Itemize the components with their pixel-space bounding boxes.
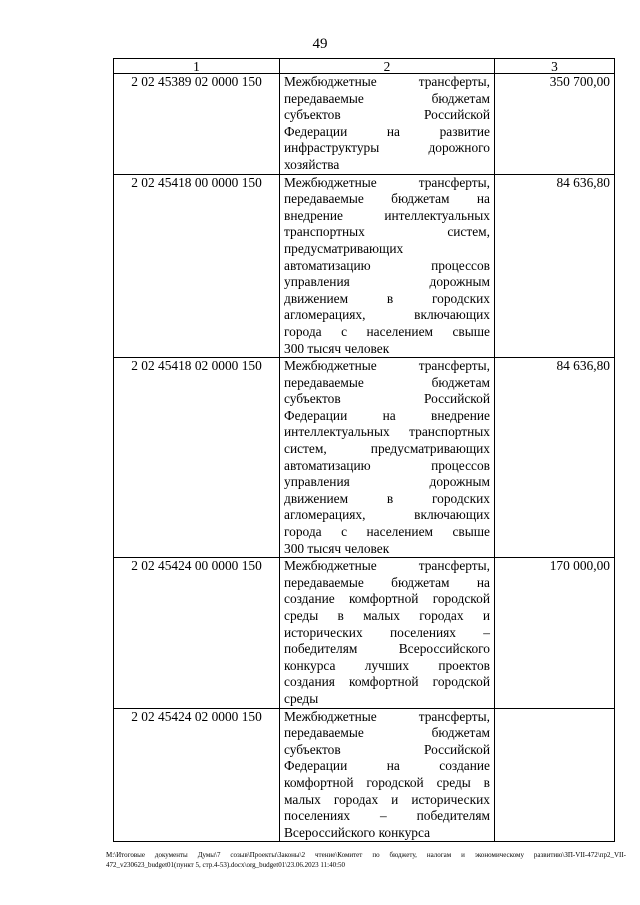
description-line: транспортных систем,: [284, 224, 490, 240]
description-cell: [280, 558, 495, 708]
description-line: Межбюджетные трансферты,: [284, 74, 490, 89]
table-row: [114, 358, 615, 558]
description-line: хозяйства: [284, 156, 340, 172]
description-line: управления дорожным: [284, 274, 490, 290]
description-cell: [280, 174, 495, 358]
description-line: передаваемые бюджетам на: [284, 191, 490, 207]
description-line: Межбюджетные трансферты,: [284, 708, 490, 724]
table-row: [114, 558, 615, 708]
description-line: Федерации на внедрение: [284, 407, 490, 423]
budget-code-cell: 2 02 45424 02 0000 150: [114, 708, 280, 842]
description-cell: [280, 358, 495, 558]
description-line: передаваемые бюджетам: [284, 374, 490, 390]
description-line: передаваемые бюджетам на: [284, 574, 490, 590]
budget-code-cell: 2 02 45418 02 0000 150: [114, 358, 280, 558]
description-line: 300 тысяч человек: [284, 540, 390, 556]
description-line: исторических поселениях –: [284, 624, 490, 640]
column-header-amount: 3: [495, 59, 615, 74]
description-line: движением в городских: [284, 290, 490, 306]
amount-cell: 170 000,00: [495, 558, 615, 708]
description-line: автоматизацию процессов: [284, 457, 490, 473]
description-line: создание комфортной городской: [284, 591, 490, 607]
budget-table: [113, 58, 615, 842]
description-line: победителям Всероссийского: [284, 641, 490, 657]
description-line: автоматизацию процессов: [284, 257, 490, 273]
description-line: управления дорожным: [284, 474, 490, 490]
description-line: Федерации на создание: [284, 758, 490, 774]
description-line: передаваемые бюджетам: [284, 90, 490, 106]
amount-cell: 84 636,80: [495, 174, 615, 358]
footer-file-path: M:\Итоговые документы Думы\7 созыв\Проекты\Законы\2 чтение\Комитет по бюджету, налогам и экономическому развитию\ЗП-VII-472\пр2_VII-472_v230623_budget01(пункт 5, стр.4-53).docx\org_budget01\23.06.2023 11:40:50: [106, 851, 626, 869]
table-row: [114, 708, 615, 842]
table-row: [114, 74, 615, 175]
description-line: комфортной городской среды в: [284, 774, 490, 790]
description-line: Всероссийского конкурса: [284, 824, 431, 840]
table-header: [114, 59, 615, 74]
description-line: инфраструктуры дорожного: [284, 140, 490, 156]
page-number: 49: [312, 36, 328, 52]
description-line: субъектов Российской: [284, 107, 490, 123]
description-line: конкурса лучших проектов: [284, 657, 490, 673]
description-line: малых городах и исторических: [284, 791, 490, 807]
description-line: субъектов Российской: [284, 391, 490, 407]
description-cell: [280, 708, 495, 842]
description-line: поселениях – победителям: [284, 808, 490, 824]
description-line: создания комфортной городской: [284, 674, 490, 690]
description-line: предусматривающих: [284, 240, 404, 256]
description-line: агломерациях, включающих: [284, 507, 490, 523]
description-line: города с населением свыше: [284, 323, 490, 339]
description-line: среды: [284, 690, 319, 706]
amount-cell: 350 700,00: [495, 74, 615, 175]
description-line: Межбюджетные трансферты,: [284, 558, 490, 574]
amount-cell: [495, 708, 615, 842]
description-line: агломерациях, включающих: [284, 307, 490, 323]
description-line: Межбюджетные трансферты,: [284, 358, 490, 374]
description-line: города с населением свыше: [284, 524, 490, 540]
column-header-description: 2: [280, 59, 495, 74]
description-line: внедрение интеллектуальных: [284, 207, 490, 223]
table-row: [114, 174, 615, 358]
amount-cell: 84 636,80: [495, 358, 615, 558]
description-line: Межбюджетные трансферты,: [284, 174, 490, 190]
table-body: [114, 74, 615, 842]
description-cell: [280, 74, 495, 175]
header-row: [114, 59, 615, 74]
description-line: систем, предусматривающих: [284, 441, 490, 457]
description-line: Федерации на развитие: [284, 123, 490, 139]
budget-code-cell: 2 02 45389 02 0000 150: [114, 74, 280, 175]
budget-code-cell: 2 02 45418 00 0000 150: [114, 174, 280, 358]
description-line: интеллектуальных транспортных: [284, 424, 490, 440]
column-header-code: 1: [114, 59, 280, 74]
budget-code-cell: 2 02 45424 00 0000 150: [114, 558, 280, 708]
description-line: передаваемые бюджетам: [284, 725, 490, 741]
description-line: среды в малых городах и: [284, 608, 490, 623]
description-line: 300 тысяч человек: [284, 340, 390, 356]
description-line: движением в городских: [284, 490, 490, 506]
description-line: субъектов Российской: [284, 741, 490, 757]
